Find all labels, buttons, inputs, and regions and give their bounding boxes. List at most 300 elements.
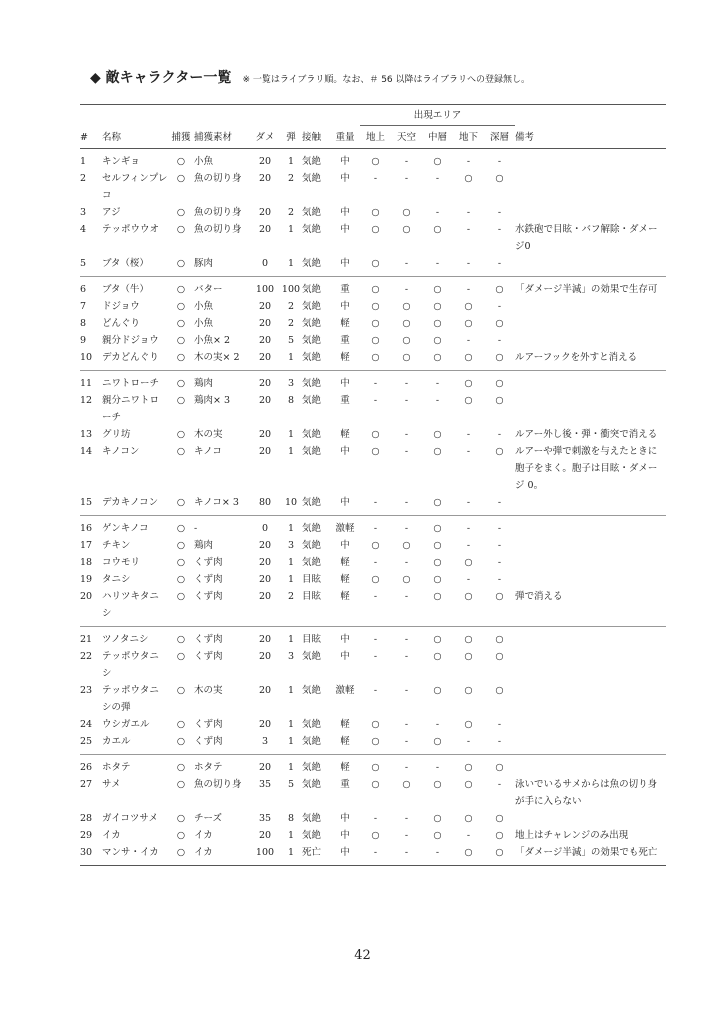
table-cell: 15 [80, 497, 93, 508]
table-cell: ○ [176, 557, 186, 568]
table-cell: 激軽 [330, 516, 360, 538]
table-cell: ○ [495, 173, 504, 184]
table-cell: ○ [433, 779, 442, 790]
table-cell: 小魚× 2 [194, 335, 231, 346]
table-cell: 魚の切り身 [194, 224, 242, 235]
table-cell: ○ [464, 685, 473, 696]
table-cell: ○ [433, 813, 442, 824]
table-cell: - [404, 847, 409, 858]
table-cell: 気絶 [302, 277, 330, 299]
table-cell: 10 [80, 352, 93, 363]
table-cell: - [404, 173, 409, 184]
table-cell: - [404, 446, 409, 457]
table-cell: ○ [402, 540, 411, 551]
table-cell: - [466, 156, 471, 167]
table-cell: - [435, 847, 440, 858]
table-cell: - [404, 830, 409, 841]
table-cell: 1 [287, 258, 295, 269]
table-cell: 小魚 [194, 301, 214, 312]
table-row [80, 588, 666, 627]
table-cell: 20 [258, 224, 272, 235]
table-cell: くず肉 [194, 627, 250, 649]
table-cell: 中 [330, 371, 360, 393]
table-cell: セルフィンプレコ [102, 173, 168, 201]
column-header: ダメ [250, 126, 280, 149]
table-cell: ○ [168, 755, 194, 777]
table-row [80, 755, 666, 777]
table-cell [515, 298, 666, 315]
table-cell: テッポウタニシ [102, 651, 159, 679]
table-cell: 35 [258, 779, 272, 790]
table-cell: 35 [258, 813, 272, 824]
table-cell: ○ [176, 258, 186, 269]
table-cell: 軽 [340, 574, 350, 585]
table-cell: - [484, 516, 515, 538]
table-cell: 軽 [330, 755, 360, 777]
table-cell [515, 733, 666, 755]
table-cell: くず肉 [194, 591, 223, 602]
table-cell: 6 [80, 277, 102, 299]
table-cell: 小魚 [194, 318, 214, 329]
table-cell: 1 [287, 224, 295, 235]
table-cell: ○ [495, 685, 504, 696]
table-cell: 18 [80, 557, 93, 568]
table-cell: - [404, 591, 409, 602]
table-cell: - [373, 591, 378, 602]
table-cell: くず肉 [194, 651, 223, 662]
table-cell: 「ダメージ半減」の効果で生存可 [515, 277, 666, 299]
table-cell: 8 [287, 813, 295, 824]
table-cell: - [404, 429, 409, 440]
table-cell: ○ [371, 830, 380, 841]
table-cell: - [497, 429, 502, 440]
table-cell: ○ [168, 277, 194, 299]
table-cell: 激軽 [335, 685, 355, 696]
table-cell: ルアーや弾で刺激を与えたときに胞子をまく。胞子は目眩・ダメージ 0。 [515, 446, 658, 491]
table-cell: 0 [261, 258, 269, 269]
table-cell: 気絶 [302, 779, 322, 790]
table-cell: 20 [258, 395, 272, 406]
table-cell: - [373, 813, 378, 824]
table-row [80, 682, 666, 716]
table-cell: 5 [80, 258, 87, 269]
table-cell: 12 [80, 395, 93, 406]
table-cell: 気絶 [302, 258, 322, 269]
table-cell: - [466, 207, 471, 218]
table-cell: 4 [80, 224, 87, 235]
table-cell: ○ [495, 813, 504, 824]
table-cell: ○ [402, 335, 411, 346]
table-cell: 目眩 [302, 627, 330, 649]
table-cell: - [404, 736, 409, 747]
table-cell: どんぐり [102, 318, 141, 329]
table-cell: 軽 [340, 736, 350, 747]
table-cell: 29 [80, 830, 93, 841]
heading-note: ※ 一覧はライブラリ順。なお、＃ 56 以降はライブラリへの登録無し。 [242, 75, 530, 85]
table-cell: 20 [258, 156, 272, 167]
table-cell: 気絶 [302, 651, 322, 662]
table-cell: ○ [433, 335, 442, 346]
table-cell: - [497, 540, 502, 551]
table-cell: - [497, 574, 502, 585]
table-cell: ○ [402, 301, 411, 312]
table-cell [515, 571, 666, 588]
table-cell: 重 [340, 395, 350, 406]
column-header: 名称 [102, 126, 168, 149]
table-cell: 20 [258, 173, 272, 184]
table-cell: 100 [255, 847, 275, 858]
table-cell: 26 [80, 755, 102, 777]
table-row [80, 537, 666, 554]
table-cell: - [466, 497, 471, 508]
table-cell: 20 [80, 591, 93, 602]
table-cell: 28 [80, 813, 93, 824]
table-cell: - [497, 779, 502, 790]
table-cell: 1 [287, 446, 295, 457]
table-cell: - [391, 516, 422, 538]
table-cell: ○ [433, 497, 442, 508]
table-cell: 気絶 [302, 685, 322, 696]
table-cell: 13 [80, 429, 93, 440]
table-cell: ○ [371, 207, 380, 218]
table-cell: 22 [80, 651, 93, 662]
table-row [80, 204, 666, 221]
table-cell: ○ [433, 156, 442, 167]
column-header: 地上 [360, 126, 391, 149]
table-cell: 気絶 [302, 335, 322, 346]
table-row [80, 170, 666, 204]
table-cell: ○ [433, 318, 442, 329]
table-cell: - [373, 685, 378, 696]
table-cell: ○ [371, 446, 380, 457]
table-cell: ○ [360, 755, 391, 777]
table-cell: ルアー外し後・弾・衝突で消える [515, 429, 658, 440]
table-cell: ○ [176, 335, 186, 346]
table-cell: 1 [287, 352, 295, 363]
table-cell: くず肉 [194, 736, 223, 747]
table-cell: 気絶 [302, 173, 322, 184]
table-cell: - [466, 446, 471, 457]
table-cell: 気絶 [302, 301, 322, 312]
table-cell: 20 [258, 574, 272, 585]
table-cell: 10 [284, 497, 298, 508]
table-cell: ○ [176, 591, 186, 602]
table-cell: - [404, 813, 409, 824]
table-cell: コウモリ [102, 557, 141, 568]
table-cell: 気絶 [302, 736, 322, 747]
table-cell: ○ [433, 540, 442, 551]
table-cell: くず肉 [194, 574, 223, 585]
table-cell: 気絶 [302, 318, 322, 329]
table-cell: 1 [287, 429, 295, 440]
table-row [80, 571, 666, 588]
table-cell: 中 [340, 207, 350, 218]
table-cell [515, 204, 666, 221]
table-cell: ○ [433, 591, 442, 602]
table-cell: ブタ（牛） [102, 277, 168, 299]
table-cell: ○ [453, 755, 484, 777]
table-cell: - [373, 173, 378, 184]
table-cell: ○ [484, 371, 515, 393]
table-cell: ○ [371, 224, 380, 235]
table-cell: - [466, 258, 471, 269]
table-cell: - [391, 627, 422, 649]
table-cell: ○ [371, 736, 380, 747]
table-cell: ○ [464, 813, 473, 824]
table-cell: サメ [102, 779, 121, 790]
table-row [80, 221, 666, 255]
table-cell: ○ [495, 651, 504, 662]
table-cell: 軽 [340, 557, 350, 568]
table-row [80, 810, 666, 827]
table-cell: 2 [287, 318, 295, 329]
table-cell: ○ [433, 830, 442, 841]
table-cell: ○ [464, 591, 473, 602]
table-cell: 気絶 [302, 719, 322, 730]
table-cell: - [497, 497, 502, 508]
table-cell: ルアーフックを外すと消える [515, 352, 638, 363]
table-cell: - [404, 258, 409, 269]
table-cell: キンギョ [102, 156, 140, 167]
table-cell: 気絶 [302, 516, 330, 538]
table-cell: 魚の切り身 [194, 207, 242, 218]
table-cell: ○ [402, 779, 411, 790]
table-cell: - [435, 207, 440, 218]
table-cell: ツノタニシ [102, 627, 168, 649]
table-cell: 21 [80, 627, 102, 649]
table-cell: ○ [176, 173, 186, 184]
table-cell: 5 [287, 335, 295, 346]
table-cell: - [435, 258, 440, 269]
table-cell: ○ [168, 627, 194, 649]
table-cell: キノコ [194, 446, 222, 457]
table-cell: - [373, 847, 378, 858]
table-cell: - [435, 173, 440, 184]
table-cell: ○ [495, 352, 504, 363]
column-header: # [80, 126, 102, 149]
table-cell: - [391, 371, 422, 393]
table-cell: ○ [453, 627, 484, 649]
table-cell: 1 [280, 516, 302, 538]
table-cell: 水鉄砲で目眩・バフ解除・ダメージ0 [515, 224, 658, 252]
column-header: 備考 [515, 126, 666, 149]
table-cell: 8 [80, 318, 87, 329]
table-cell: ○ [371, 335, 380, 346]
table-cell: - [497, 719, 502, 730]
table-cell: イカ [194, 847, 213, 858]
table-cell [515, 537, 666, 554]
table-cell: 気絶 [302, 224, 322, 235]
table-cell: 16 [80, 516, 102, 538]
table-cell: ○ [176, 830, 186, 841]
table-cell: ガイコツサメ [102, 813, 158, 824]
table-cell: イカ [102, 830, 121, 841]
table-cell: バター [194, 277, 250, 299]
table-row [80, 426, 666, 443]
table-cell: マンサ・イカ [102, 847, 159, 858]
table-cell: 20 [258, 207, 272, 218]
table-cell: ○ [433, 736, 442, 747]
table-cell: ○ [495, 318, 504, 329]
table-cell: ○ [168, 371, 194, 393]
table-header [80, 105, 666, 149]
table-cell: 気絶 [302, 207, 322, 218]
table-cell: 20 [258, 557, 272, 568]
table-cell: ○ [464, 847, 473, 858]
table-cell: 14 [80, 446, 93, 457]
table-cell: 鶏肉× 3 [194, 395, 231, 406]
table-cell: 木の実 [194, 429, 223, 440]
table-cell: 20 [258, 318, 272, 329]
table-cell: - [466, 830, 471, 841]
table-row [80, 443, 666, 494]
table-row [80, 277, 666, 299]
table-row [80, 627, 666, 649]
table-cell: キノコン [102, 446, 140, 457]
table-cell: ○ [371, 540, 380, 551]
table-cell: 目眩 [302, 574, 322, 585]
table-cell: 80 [258, 497, 272, 508]
column-header: 捕獲素材 [194, 126, 250, 149]
table-cell: - [373, 557, 378, 568]
table-cell: ○ [453, 371, 484, 393]
table-cell: 親分ニワトローチ [102, 395, 160, 423]
table-cell: ○ [464, 301, 473, 312]
table-row [80, 371, 666, 393]
table-cell: ○ [176, 156, 186, 167]
column-header: 天空 [391, 126, 422, 149]
table-cell: ゲンキノコ [102, 516, 168, 538]
table-cell: イカ [194, 830, 213, 841]
table-cell: ○ [433, 352, 442, 363]
table-cell: テッポウタニシの弾 [102, 685, 159, 713]
table-row [80, 494, 666, 516]
table-cell: 気絶 [302, 429, 322, 440]
table-cell: 魚の切り身 [194, 173, 242, 184]
table-cell [515, 810, 666, 827]
table-row [80, 554, 666, 571]
table-cell: 3 [80, 207, 87, 218]
table-cell: 3 [280, 371, 302, 393]
table-cell: ○ [495, 591, 504, 602]
table-cell: 重 [340, 335, 350, 346]
table-cell: ○ [433, 574, 442, 585]
table-cell: 23 [80, 685, 93, 696]
column-header: 接触 [302, 126, 330, 149]
table-cell: 中 [340, 224, 350, 235]
table-cell: ○ [176, 224, 186, 235]
table-cell: 1 [287, 685, 295, 696]
table-row [80, 255, 666, 277]
column-header: 中層 [422, 126, 453, 149]
table-cell: 1 [287, 557, 295, 568]
table-cell [515, 332, 666, 349]
table-cell: ○ [495, 830, 504, 841]
table-cell: ○ [433, 685, 442, 696]
table-cell: 25 [80, 736, 93, 747]
table-row [80, 648, 666, 682]
table-cell: 8 [287, 395, 295, 406]
table-cell: - [466, 736, 471, 747]
table-cell: 親分ドジョウ [102, 335, 159, 346]
table-cell: - [466, 335, 471, 346]
table-cell: 11 [80, 371, 102, 393]
table-cell: ○ [371, 318, 380, 329]
table-cell: - [373, 395, 378, 406]
table-cell: 20 [258, 830, 272, 841]
table-cell: 鶏肉 [194, 371, 250, 393]
table-cell: 9 [80, 335, 87, 346]
table-cell: ○ [371, 301, 380, 312]
table-cell: 2 [287, 173, 295, 184]
table-cell: 気絶 [302, 755, 330, 777]
table-row [80, 716, 666, 733]
table-cell: ○ [433, 301, 442, 312]
table-cell: 2 [287, 301, 295, 312]
table-cell: 中 [340, 540, 350, 551]
table-row [80, 516, 666, 538]
table-cell: 気絶 [302, 371, 330, 393]
table-cell: ○ [464, 352, 473, 363]
table-cell: 1 [287, 574, 295, 585]
table-cell: 19 [80, 574, 93, 585]
table-cell: ○ [484, 277, 515, 299]
table-cell: 2 [287, 591, 295, 602]
table-cell: - [453, 277, 484, 299]
table-cell [515, 170, 666, 204]
table-cell: ○ [168, 516, 194, 538]
table-cell: 気絶 [302, 395, 322, 406]
table-cell: チーズ [194, 813, 223, 824]
table-cell: グリ坊 [102, 429, 131, 440]
table-cell: ○ [371, 779, 380, 790]
table-cell: 泳いでいるサメからは魚の切り身が手に入らない [515, 779, 658, 807]
table-cell: 鶏肉 [194, 540, 214, 551]
table-cell: ○ [360, 277, 391, 299]
table-cell: 中 [340, 173, 350, 184]
table-cell: 木の実 [194, 685, 223, 696]
table-cell: ○ [402, 352, 411, 363]
table-cell: アジ [102, 207, 121, 218]
table-cell: - [404, 651, 409, 662]
table-cell: くず肉 [194, 719, 223, 730]
table-cell: 重 [330, 277, 360, 299]
table-cell: 20 [258, 591, 272, 602]
table-cell: 気絶 [302, 557, 322, 568]
table-cell: - [466, 224, 471, 235]
table-cell: ○ [176, 352, 186, 363]
table-cell: 気絶 [302, 830, 322, 841]
table-cell: ○ [495, 395, 504, 406]
table-cell: - [404, 685, 409, 696]
table-cell: - [497, 258, 502, 269]
table-cell: - [497, 335, 502, 346]
table-cell: 20 [258, 429, 272, 440]
table-cell: - [497, 224, 502, 235]
table-cell: ○ [464, 557, 473, 568]
table-cell: ハリツキタニシ [102, 591, 159, 619]
table-cell: ○ [433, 224, 442, 235]
table-cell: - [360, 627, 391, 649]
table-cell: ○ [402, 574, 411, 585]
table-cell: ブタ（桜） [102, 258, 149, 269]
table-cell: 5 [287, 779, 295, 790]
table-cell: タニシ [102, 574, 131, 585]
table-cell: 20 [258, 446, 272, 457]
section-heading: ◆ 敵キャラクター一覧 [90, 70, 232, 86]
table-cell: 1 [287, 847, 295, 858]
table-cell: - [404, 395, 409, 406]
